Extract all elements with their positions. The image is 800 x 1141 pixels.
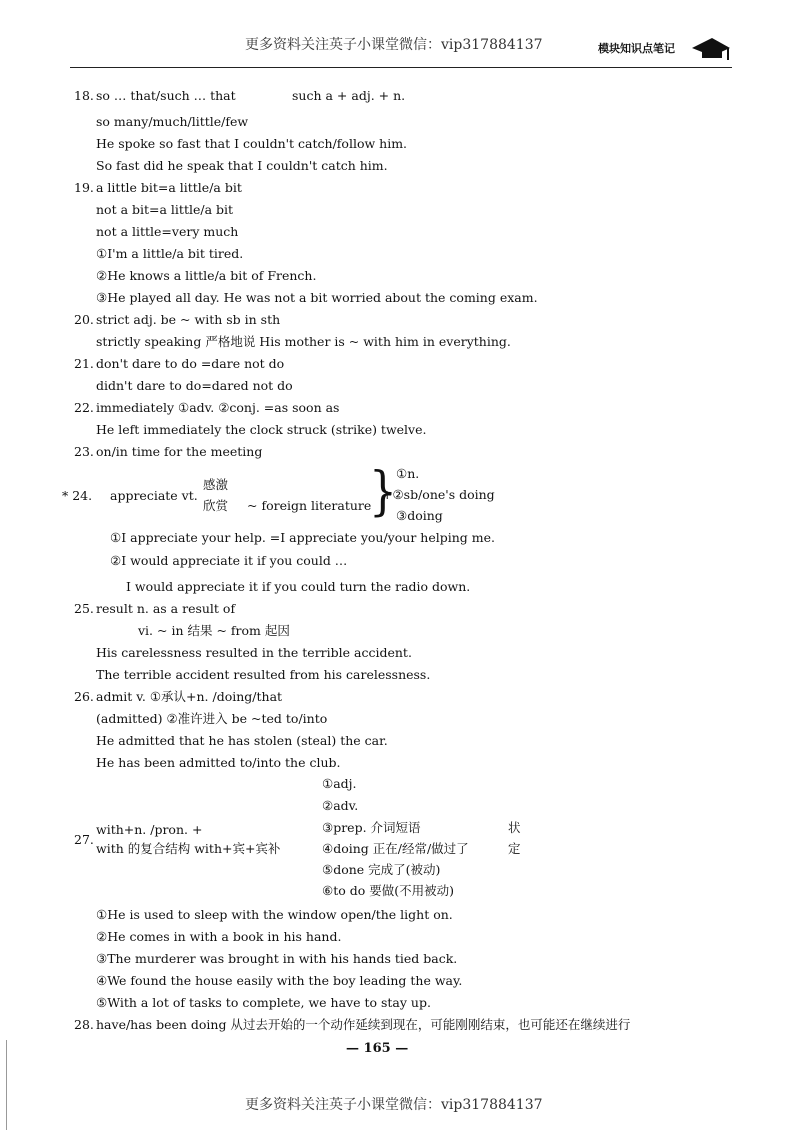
item-24-option-1: ①n. [396, 466, 420, 481]
item-27-option-3: ③prep. 介词短语 [322, 820, 421, 835]
item-26-head: admit v. ①承认+n. /doing/that [96, 689, 283, 704]
item-24-number: * 24. [62, 488, 93, 503]
item-23-head: on/in time for the meeting [96, 444, 263, 459]
header-badge-label: 模块知识点笔记 [598, 42, 675, 55]
item-19-number: 19. [74, 180, 94, 195]
item-27-option-2: ②adv. [322, 798, 359, 813]
item-24-line-2: ②I would appreciate it if you could … [110, 553, 348, 568]
item-27-example-2: ②He comes in with a book in his hand. [96, 929, 342, 944]
item-27-option-1: ①adj. [322, 776, 357, 791]
item-25-line-1: vi. ~ in 结果 ~ from 起因 [138, 623, 290, 638]
item-22-line-1: He left immediately the clock struck (strike) twelve. [96, 422, 427, 437]
page-number: — 165 — [346, 1041, 409, 1056]
item-18-number: 18. [74, 88, 94, 103]
header-badge [598, 40, 675, 56]
item-27-example-4: ④We found the house easily with the boy leading the way. [96, 973, 463, 988]
item-24-option-3: ③doing [396, 508, 443, 523]
item-26-number: 26. [74, 689, 94, 704]
item-27-option-5: ⑤done 完成了(被动) [322, 862, 441, 877]
item-18-line-3: So fast did he speak that I couldn't catch him. [96, 158, 388, 173]
item-27-option-6: ⑥to do 要做(不用被动) [322, 883, 454, 898]
item-25-head: result n. as a result of [96, 601, 236, 616]
item-19-line-1: not a bit=a little/a bit [96, 202, 234, 217]
item-27-number: 27. [74, 832, 94, 847]
item-18-line-1: so many/much/little/few [96, 114, 249, 129]
item-18-pattern: such a + adj. + n. [292, 88, 406, 103]
item-18-line-2: He spoke so fast that I couldn't catch/follow him. [96, 136, 408, 151]
item-26-line-3: He has been admitted to/into the club. [96, 755, 341, 770]
item-28-head: have/has been doing 从过去开始的一个动作延续到现在，可能刚刚结束，也可能还在继续进行 [96, 1017, 631, 1032]
footer-promo: 更多资料关注英子小课堂微信：vip317884137 [245, 1097, 543, 1113]
item-22-head: immediately ①adv. ②conj. =as soon as [96, 400, 340, 415]
item-19-line-4: ②He knows a little/a bit of French. [96, 268, 317, 283]
item-21-head: don't dare to do =dare not do [96, 356, 285, 371]
item-23-number: 23. [74, 444, 94, 459]
item-19-line-5: ③He played all day. He was not a bit worried about the coming exam. [96, 290, 538, 305]
item-20-line-1: strictly speaking 严格地说 His mother is ~ with him in everything. [96, 334, 511, 349]
header-rule [70, 67, 732, 68]
item-24-meaning-2-object: ~ foreign literature [247, 498, 372, 513]
item-20-number: 20. [74, 312, 94, 327]
item-25-line-2: His carelessness resulted in the terrible accident. [96, 645, 412, 660]
item-19-line-3: ①I'm a little/a bit tired. [96, 246, 244, 261]
item-19-head: a little bit=a little/a bit [96, 180, 242, 195]
item-26-line-2: He admitted that he has stolen (steal) the car. [96, 733, 388, 748]
item-24-option-2: +②sb/one's doing [382, 487, 495, 502]
item-27-side-2: 定 [508, 841, 521, 856]
item-19-line-2: not a little=very much [96, 224, 239, 239]
item-20-head: strict adj. be ~ with sb in sth [96, 312, 281, 327]
graduation-cap-icon [690, 34, 732, 62]
item-18-head: so … that/such … that [96, 88, 236, 103]
item-24-meaning-2: 欣赏 [203, 498, 229, 513]
item-25-line-3: The terrible accident resulted from his carelessness. [96, 667, 431, 682]
item-22-number: 22. [74, 400, 94, 415]
item-24-line-3: I would appreciate it if you could turn the radio down. [126, 579, 471, 594]
item-26-line-1: (admitted) ②准许进入 be ~ted to/into [96, 711, 328, 726]
item-24-line-1: ①I appreciate your help. =I appreciate you/your helping me. [110, 530, 495, 545]
item-21-number: 21. [74, 356, 94, 371]
item-27-option-4: ④doing 正在/经常/做过了 [322, 841, 469, 856]
left-scan-edge [6, 1040, 7, 1130]
item-27-example-3: ③The murderer was brought in with his hands tied back. [96, 951, 458, 966]
item-27-head-1: with+n. /pron. + [96, 822, 203, 837]
header-promo: 更多资料关注英子小课堂微信：vip317884137 [245, 37, 543, 53]
item-24-meaning-1: 感激 [203, 477, 229, 492]
item-24-brace: } [369, 460, 397, 522]
item-21-line-1: didn't dare to do=dared not do [96, 378, 293, 393]
item-27-head-2: with 的复合结构 with+宾+宾补 [96, 841, 281, 856]
item-27-side-1: 状 [508, 820, 521, 835]
item-27-example-5: ⑤With a lot of tasks to complete, we have to stay up. [96, 995, 431, 1010]
item-25-number: 25. [74, 601, 94, 616]
item-28-number: 28. [74, 1017, 94, 1032]
item-24-head: appreciate vt. [110, 488, 198, 503]
item-27-example-1: ①He is used to sleep with the window open/the light on. [96, 907, 453, 922]
